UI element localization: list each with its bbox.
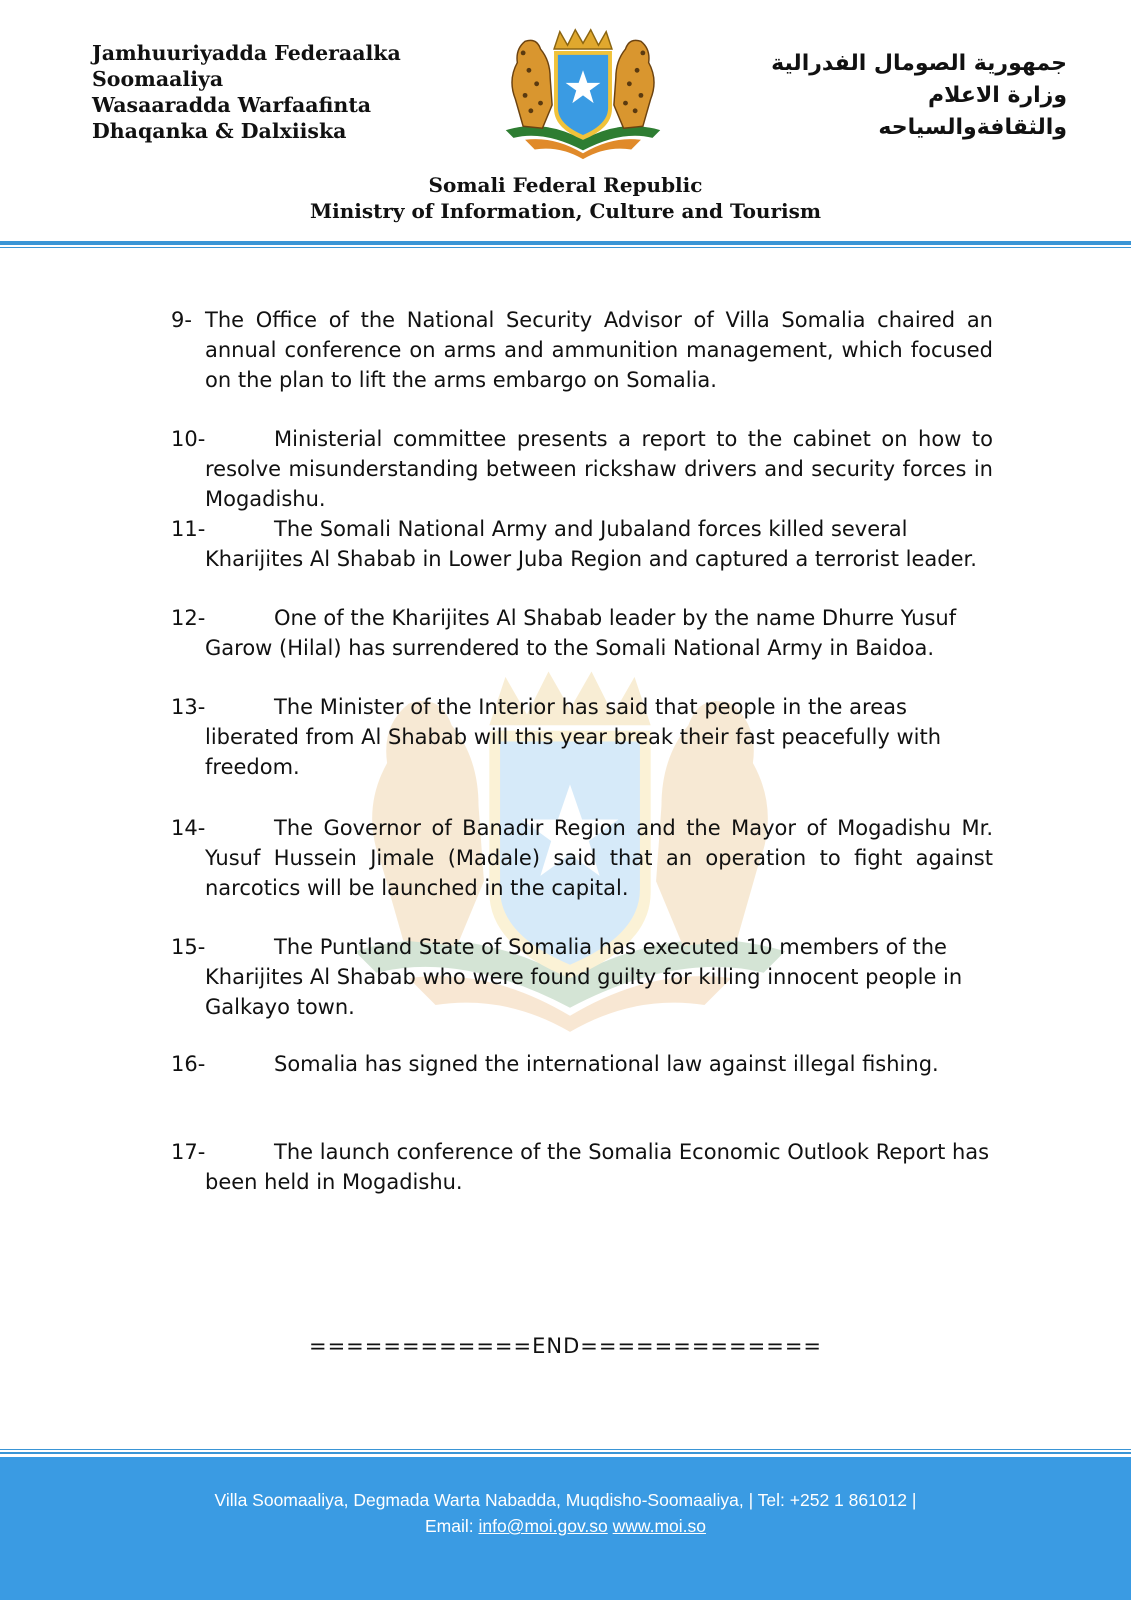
item-text: The Minister of the Interior has said that people in the areas liberated from Al Shabab will this year break their fast peacefully with freedom. xyxy=(205,695,942,779)
footer-divider-thin xyxy=(0,1449,1131,1450)
item-number: 12- xyxy=(171,606,206,630)
item-number: 16- xyxy=(171,1052,206,1076)
footer-divider xyxy=(0,1452,1131,1454)
list-item xyxy=(171,514,993,574)
letterhead-somali-line: Soomaaliya xyxy=(92,67,224,91)
letterhead-subtitle: Ministry of Information, Culture and Tourism xyxy=(309,199,822,223)
list-item xyxy=(171,424,993,514)
footer-contact xyxy=(0,1487,1131,1539)
footer-website-link[interactable]: www.moi.so xyxy=(612,1516,707,1536)
list-item xyxy=(171,932,993,1022)
coat-of-arms-leopard-right xyxy=(614,40,654,128)
coat-of-arms-shield xyxy=(554,51,612,140)
letterhead-arabic-line: والثقافةوالسياحه xyxy=(878,115,1067,140)
item-number: 13- xyxy=(171,695,206,719)
header-divider-thin xyxy=(0,247,1131,248)
letterhead-somali-line: Jamhuuriyadda Federaalka xyxy=(92,41,401,65)
somalia-coat-of-arms-icon xyxy=(486,22,680,162)
item-text: Somalia has signed the international law against illegal fishing. xyxy=(274,1052,939,1076)
item-number: 11- xyxy=(171,517,206,541)
letterhead-somali-name xyxy=(92,40,401,144)
item-text: The Governor of Banadir Region and the Mayor of Mogadishu Mr. Yusuf Hussein Jimale (Madale) said that an operation to fight against narcotics will be launched in the capital. xyxy=(205,816,993,900)
news-list xyxy=(171,305,993,1197)
end-marker: ============END============= xyxy=(308,1334,823,1358)
item-number: 14- xyxy=(171,816,206,840)
letterhead-title: Somali Federal Republic xyxy=(428,173,703,197)
list-item xyxy=(171,603,993,663)
list-item xyxy=(171,305,993,395)
item-number: 9- xyxy=(171,308,192,332)
letterhead-arabic-line: وزارة الاعلام xyxy=(928,83,1067,108)
coat-of-arms-crown xyxy=(554,30,612,49)
list-item xyxy=(171,692,993,782)
item-number: 10- xyxy=(171,427,206,451)
letterhead-arabic-line: جمهورية الصومال الفدرالية xyxy=(771,51,1067,76)
item-text: Ministerial committee presents a report to the cabinet on how to resolve misunderstanding between rickshaw drivers and security forces in Mogadishu. xyxy=(205,427,993,511)
coat-of-arms-leopard-left xyxy=(512,40,552,128)
item-text: The Office of the National Security Advisor of Villa Somalia chaired an annual conference on arms and ammunition management, which focused on the plan to lift the arms embargo on Somalia. xyxy=(205,308,993,392)
list-item xyxy=(171,813,993,903)
footer-email-link[interactable]: info@moi.gov.so xyxy=(478,1516,608,1536)
footer-email-label: Email: xyxy=(424,1516,474,1536)
item-text: The launch conference of the Somalia Economic Outlook Report has been held in Mogadishu. xyxy=(205,1140,990,1194)
list-item xyxy=(171,1049,993,1079)
item-text: The Somali National Army and Jubaland forces killed several Kharijites Al Shabab in Lower Juba Region and captured a terrorist leader. xyxy=(205,517,977,571)
item-number: 17- xyxy=(171,1140,206,1164)
item-text: The Puntland State of Somalia has executed 10 members of the Kharijites Al Shabab who were found guilty for killing innocent people in Galkayo town. xyxy=(205,935,963,1019)
letterhead-english-name xyxy=(0,172,1131,224)
letterhead-arabic-name xyxy=(727,48,1067,144)
footer-links xyxy=(0,1513,1131,1539)
header-divider xyxy=(0,241,1131,245)
letterhead-somali-line: Wasaaradda Warfaafinta xyxy=(92,93,372,117)
item-text: One of the Kharijites Al Shabab leader by the name Dhurre Yusuf Garow (Hilal) has surrendered to the Somali National Army in Baidoa. xyxy=(205,606,957,660)
footer-address: Villa Soomaaliya, Degmada Warta Nabadda, Muqdisho-Soomaaliya, | Tel: +252 1 861012 | xyxy=(214,1490,917,1510)
letterhead-somali-line: Dhaqanka & Dalxiiska xyxy=(92,119,347,143)
footer xyxy=(0,1457,1131,1600)
item-number: 15- xyxy=(171,935,206,959)
list-item xyxy=(171,1137,993,1197)
